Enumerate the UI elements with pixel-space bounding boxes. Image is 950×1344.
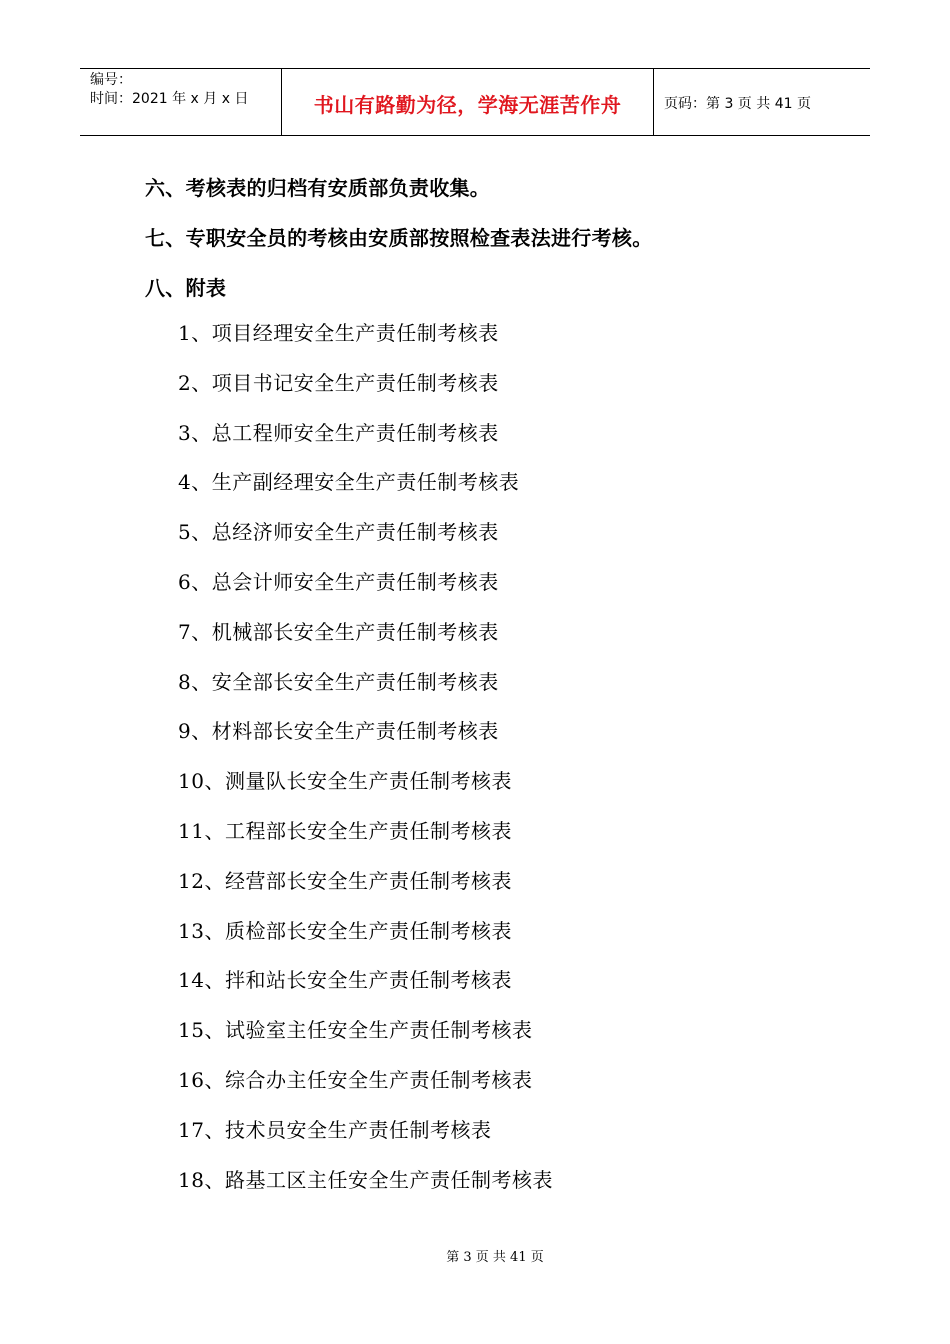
list-item: 18、路基工区主任安全生产责任制考核表 — [178, 1167, 553, 1192]
list-item: 6、总会计师安全生产责任制考核表 — [178, 569, 499, 594]
section-heading-6: 六、考核表的归档有安质部负责收集。 — [145, 176, 491, 200]
list-item: 12、经营部长安全生产责任制考核表 — [178, 868, 512, 893]
list-item: 5、总经济师安全生产责任制考核表 — [178, 520, 499, 545]
document-date: 时间：2021 年 x 月 x 日 — [90, 91, 249, 107]
list-item: 9、材料部长安全生产责任制考核表 — [178, 719, 499, 744]
section-heading-7: 七、专职安全员的考核由安质部按照检查表法进行考核。 — [145, 226, 653, 250]
document-number-label: 编号： — [90, 72, 132, 88]
list-item: 10、测量队长安全生产责任制考核表 — [178, 769, 512, 794]
list-item: 4、生产副经理安全生产责任制考核表 — [178, 470, 520, 495]
list-item: 3、总工程师安全生产责任制考核表 — [178, 420, 499, 445]
header-motto: 书山有路勤为径，学海无涯苦作舟 — [282, 69, 654, 135]
list-item: 11、工程部长安全生产责任制考核表 — [178, 818, 512, 843]
header-page-info: 页码：第 3 页 共 41 页 — [664, 96, 811, 112]
list-item: 8、安全部长安全生产责任制考核表 — [178, 669, 499, 694]
page-footer: 第 3 页 共 41 页 — [446, 1250, 544, 1265]
list-item: 7、机械部长安全生产责任制考核表 — [178, 619, 499, 644]
list-item: 15、试验室主任安全生产责任制考核表 — [178, 1018, 533, 1043]
list-item: 14、拌和站长安全生产责任制考核表 — [178, 968, 512, 993]
list-item: 13、质检部长安全生产责任制考核表 — [178, 918, 512, 943]
document-header — [80, 68, 870, 136]
list-item: 16、综合办主任安全生产责任制考核表 — [178, 1067, 533, 1092]
list-item: 17、技术员安全生产责任制考核表 — [178, 1117, 492, 1142]
header-meta — [80, 69, 282, 135]
attachment-list — [178, 318, 553, 1214]
list-item: 2、项目书记安全生产责任制考核表 — [178, 370, 499, 395]
section-heading-8: 八、附表 — [145, 276, 227, 300]
list-item: 1、项目经理安全生产责任制考核表 — [178, 321, 499, 345]
